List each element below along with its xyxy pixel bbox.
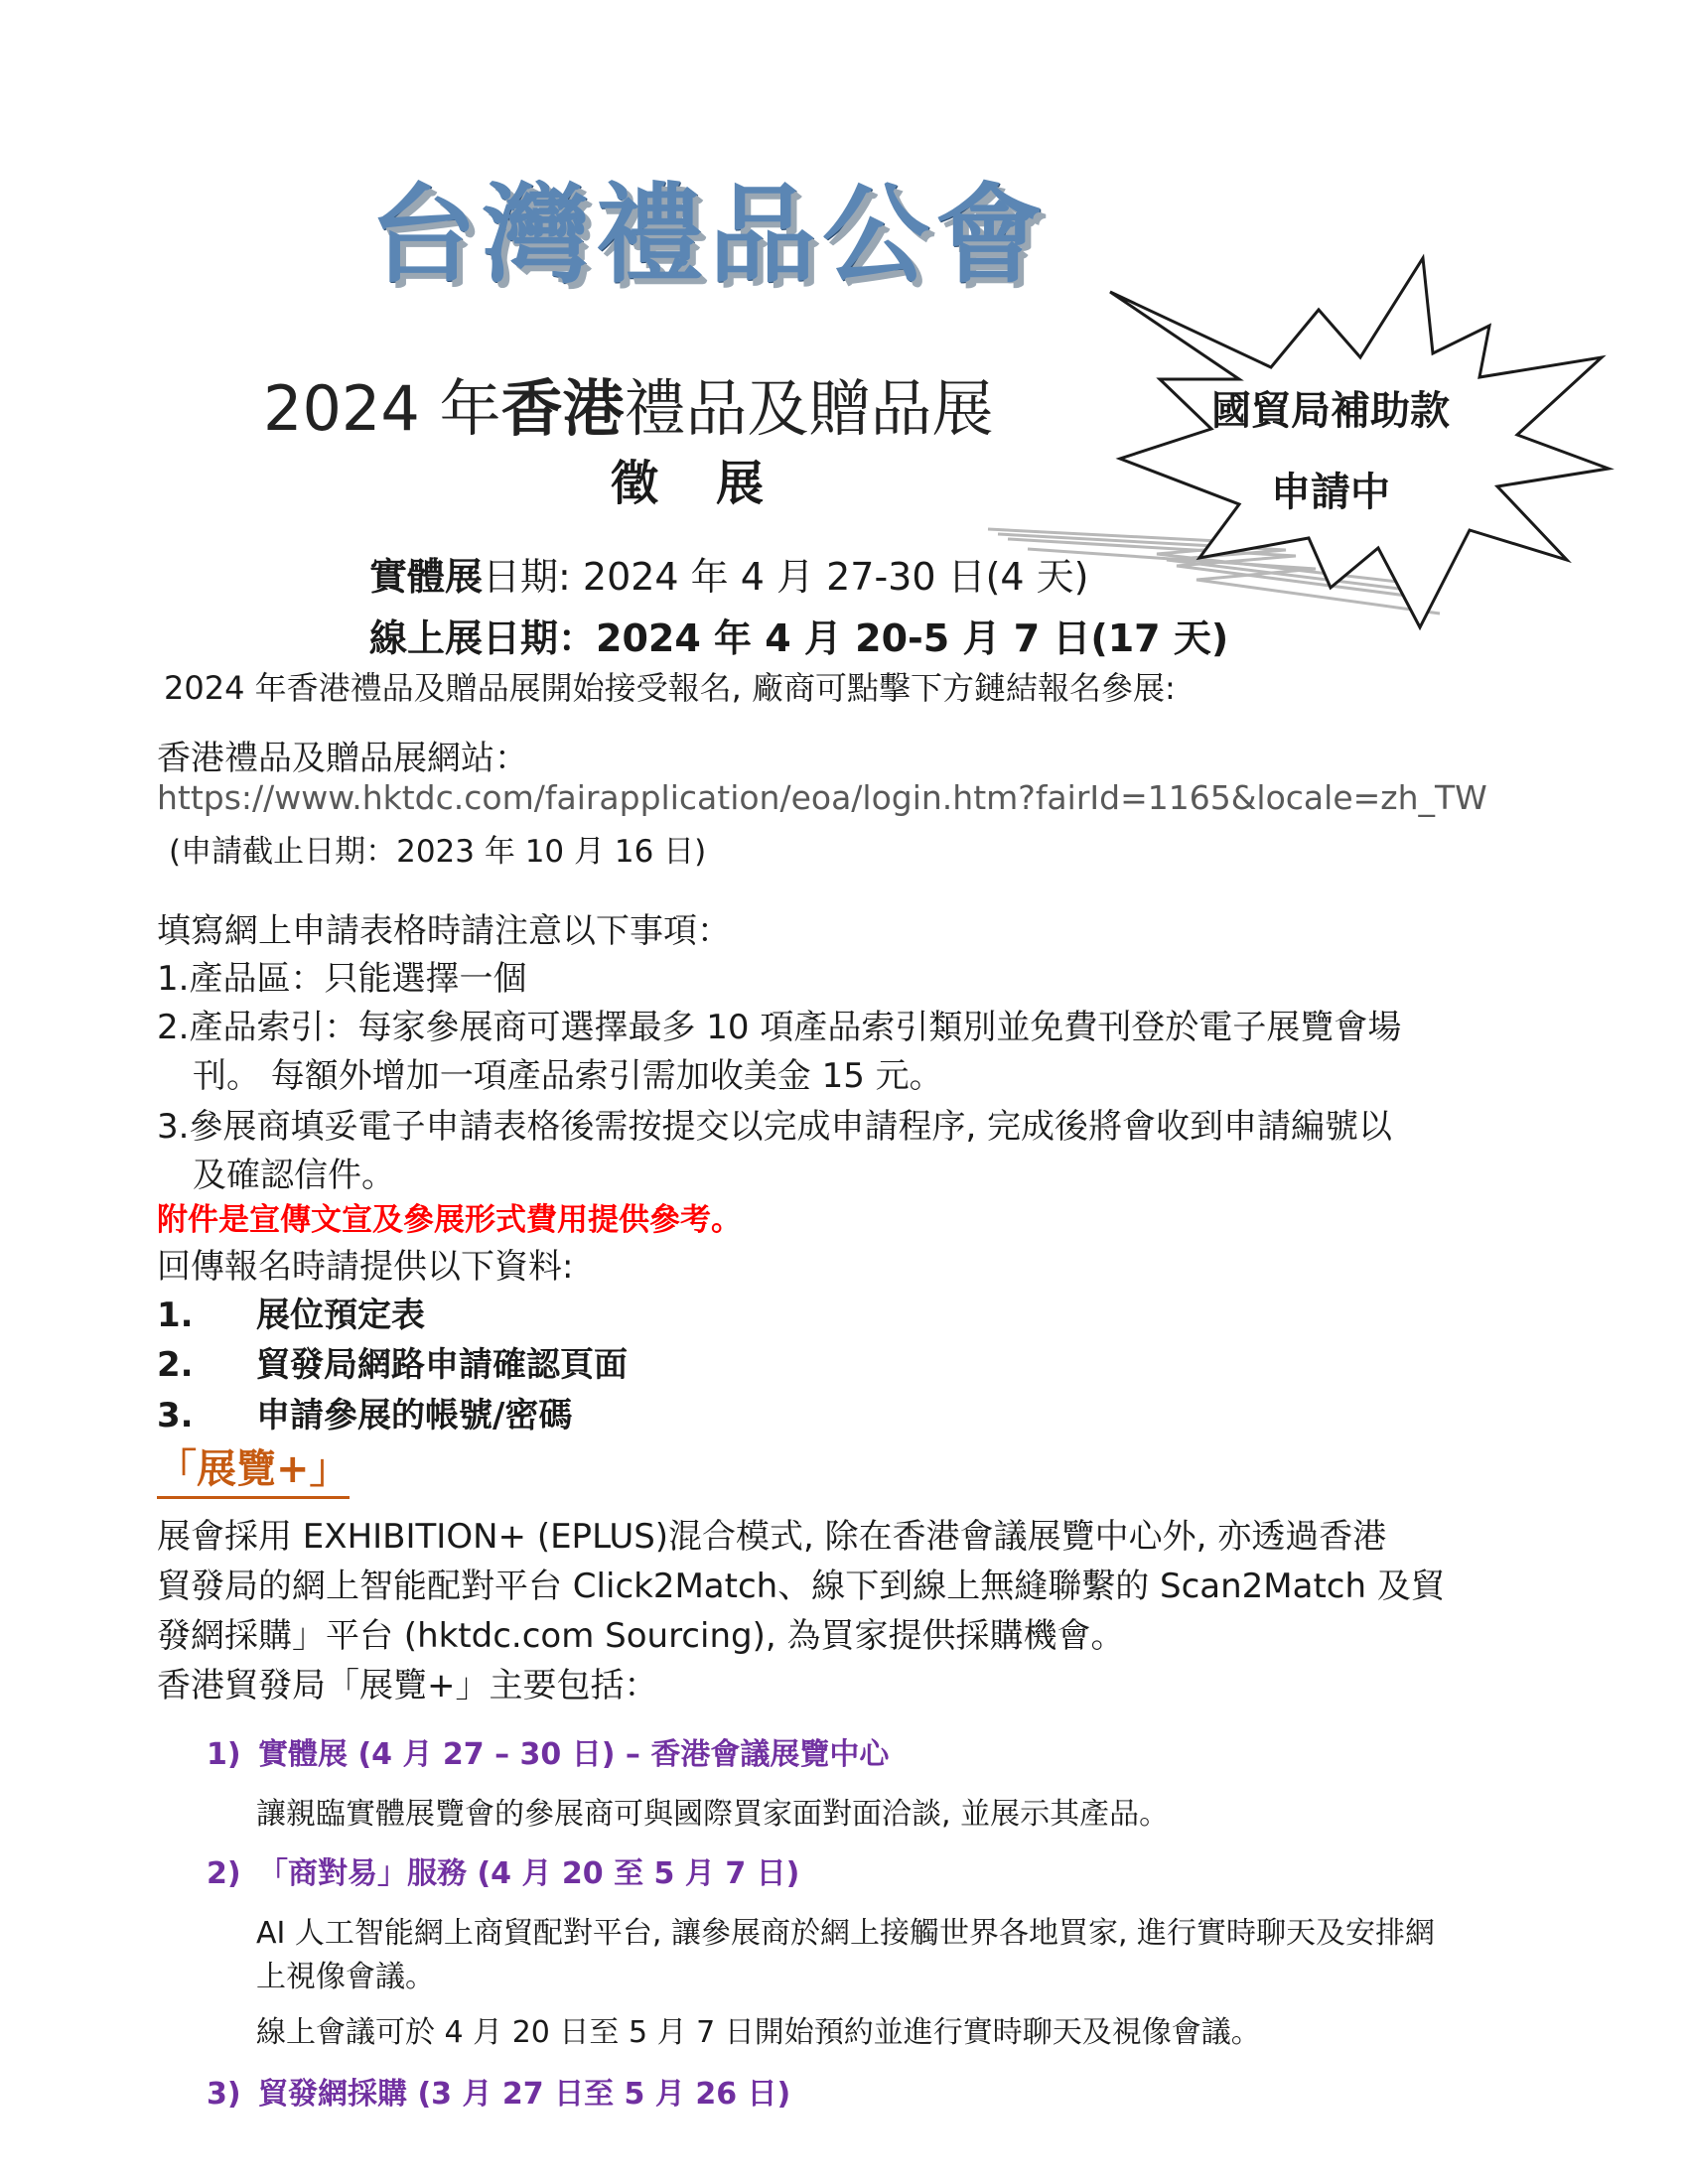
- note-item-continued: 及確認信件。: [193, 1156, 395, 1195]
- intro-text: 2024 年香港禮品及贈品展開始接受報名, 廠商可點擊下方鏈結報名參展:: [164, 669, 1176, 707]
- deadline-note: (申請截止日期：2023 年 10 月 16 日): [169, 834, 707, 870]
- note-item: 1.產品區：只能選擇一個: [157, 959, 527, 999]
- website-label: 香港禮品及贈品展網站：: [157, 739, 528, 778]
- burst-line-1: 國貿局補助款: [1211, 388, 1450, 434]
- section-paragraph: 香港貿發局「展覽+」主要包括：: [157, 1666, 658, 1706]
- page-subtitle: 徵展: [611, 456, 822, 511]
- section-paragraph: 發網採購」平台 (hktdc.com Sourcing), 為買家提供採購機會。: [157, 1616, 1125, 1656]
- association-logo: 台灣禮品公會: [369, 173, 1050, 298]
- requirement-item: 2. 貿發局網路申請確認頁面: [157, 1345, 628, 1385]
- requirement-item: 3. 申請參展的帳號/密碼: [157, 1396, 573, 1435]
- requirement-item: 1. 展位預定表: [157, 1296, 425, 1335]
- online-label: 線上展日期: [369, 616, 559, 660]
- online-fair-date: [369, 608, 1228, 662]
- online-text: ：2024 年 4 月 20-5 月 7 日(17 天): [558, 616, 1229, 660]
- registration-link[interactable]: https://www.hktdc.com/fairapplication/eoa/login.htm?fairId=1165&locale=zh_TW: [157, 778, 1487, 817]
- note-item: 2.產品索引：每家參展商可選擇最多 10 項產品索引類別並免費刊登於電子展覽會場: [157, 1008, 1402, 1047]
- section-title-exhibition-plus: 「展覽+」: [157, 1437, 350, 1499]
- section-paragraph: 展會採用 EXHIBITION+ (EPLUS)混合模式, 除在香港會議展覽中心外, 亦透過香港: [157, 1517, 1387, 1557]
- physical-text: 日期: 2024 年 4 月 27-30 日(4 天): [483, 555, 1089, 599]
- section-paragraph: 貿發局的網上智能配對平台 Click2Match、線下到線上無縫聯繫的 Scan2Match 及貿: [157, 1567, 1445, 1606]
- program-item-title: 2) 「商對易」服務 (4 月 20 至 5 月 7 日): [207, 1856, 800, 1891]
- burst-line-2: 申請中: [1271, 470, 1390, 515]
- title-rest: 禮品及贈品展: [624, 372, 994, 445]
- starburst-badge: [1100, 250, 1617, 635]
- page-title: [263, 359, 994, 448]
- physical-label: 實體展: [369, 555, 484, 599]
- program-item-desc: AI 人工智能網上商貿配對平台, 讓參展商於網上接觸世界各地買家, 進行實時聊天及安排網: [256, 1916, 1436, 1951]
- program-item-title: 3) 貿發網採購 (3 月 27 日至 5 月 26 日): [207, 2077, 791, 2112]
- program-item-desc: 讓親臨實體展覽會的參展商可與國際買家面對面洽談, 並展示其產品。: [256, 1797, 1170, 1832]
- note-item-continued: 刊。 每額外增加一項產品索引需加收美金 15 元。: [193, 1056, 943, 1096]
- title-bold: 香港: [500, 372, 625, 445]
- title-year: 2024: [263, 372, 420, 445]
- attachment-note: 附件是宣傳文宣及參展形式費用提供參考。: [157, 1202, 742, 1238]
- physical-fair-date: [369, 546, 1089, 601]
- note-item: 3.參展商填妥電子申請表格後需按提交以完成申請程序, 完成後將會收到申請編號以: [157, 1107, 1393, 1147]
- program-item-desc: 上視像會議。: [256, 1960, 435, 1994]
- notes-heading: 填寫網上申請表格時請注意以下事項：: [157, 911, 731, 951]
- reply-heading: 回傳報名時請提供以下資料:: [157, 1247, 574, 1287]
- program-item-desc: 線上會議可於 4 月 20 日至 5 月 7 日開始預約並進行實時聊天及視像會議。: [256, 2015, 1261, 2050]
- title-year-suffix: 年: [439, 372, 501, 445]
- program-item-title: 1) 實體展 (4 月 27 – 30 日) – 香港會議展覽中心: [207, 1737, 890, 1772]
